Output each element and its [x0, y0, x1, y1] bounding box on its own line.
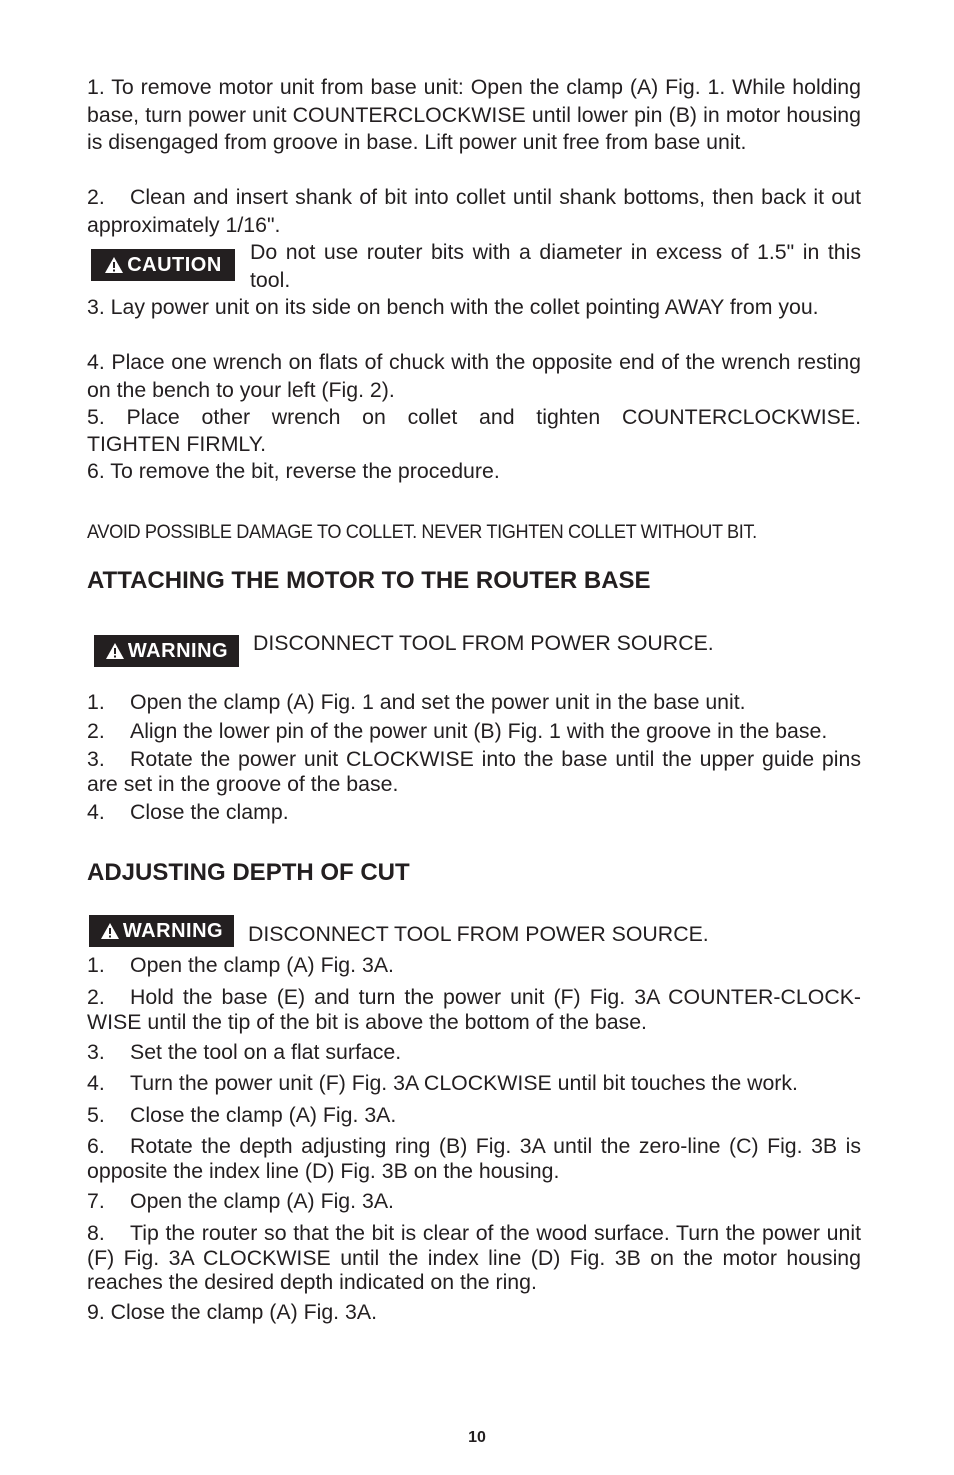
attach-step — [87, 719, 861, 744]
step-6-remove-bit: 6. To remove the bit, reverse the procedure. — [87, 459, 500, 483]
step-number: 1. — [87, 953, 105, 977]
attach-step — [87, 747, 861, 797]
step-number: 4. — [87, 1071, 105, 1095]
step-3-lay-power-unit: 3. Lay power unit on its side on bench with the collet pointing AWAY from you. — [87, 295, 819, 319]
depth-step — [87, 1221, 861, 1295]
step-4-place-wrench: 4. Place one wrench on flats of chuck with the opposite end of the wrench resting on the bench to your left (Fig. 2). — [87, 350, 861, 402]
step-text: Rotate the depth adjusting ring (B) Fig. 3A until the zero-line (C) Fig. 3B is opposite the index line (D) Fig. 3B on the housing. — [87, 1134, 861, 1183]
step-number: 2. — [87, 719, 105, 743]
step-text: Set the tool on a flat surface. — [130, 1040, 402, 1064]
step-text: Turn the power unit (F) Fig. 3A CLOCKWISE until bit touches the work. — [130, 1071, 798, 1095]
depth-step — [87, 1300, 861, 1325]
step-5-tighten-firmly: TIGHTEN FIRMLY. — [87, 432, 267, 456]
page-number: 10 — [468, 1429, 486, 1446]
step-number: 2. — [87, 185, 105, 209]
caution-badge — [91, 249, 235, 281]
warning-label: WARNING — [122, 919, 224, 942]
caution-text: Do not use router bits with a diameter in excess of 1.5" in this tool. — [250, 240, 861, 292]
step-text: Open the clamp (A) Fig. 3A. — [130, 953, 394, 977]
attach-step — [87, 800, 861, 825]
step-text: Tip the router so that the bit is clear of the wood surface. Turn the power unit (F) Fig. 3A CLOCKWISE until the index line (D) Fig. 3B on the motor housing reaches the desired depth indicated on the ring. — [87, 1221, 861, 1294]
step-number: 7. — [87, 1189, 105, 1213]
step-text: Align the lower pin of the power unit (B) Fig. 1 with the groove in the base. — [130, 719, 828, 743]
step-text: Close the clamp. — [130, 800, 289, 824]
depth-step — [87, 1103, 861, 1128]
warning-text: DISCONNECT TOOL FROM POWER SOURCE. — [248, 922, 709, 946]
section-heading-attaching-motor: ATTACHING THE MOTOR TO THE ROUTER BASE — [87, 567, 651, 594]
step-number: 1. — [87, 690, 105, 714]
step-text: Hold the base (E) and turn the power unit (F) Fig. 3A COUNTER-CLOCK-WISE until the tip of the bit is above the bottom of the base. — [87, 985, 861, 1034]
step-2-insert-bit — [87, 184, 861, 239]
step-text: Rotate the power unit CLOCKWISE into the base until the upper guide pins are set in the groove of the base. — [87, 747, 861, 796]
step-text: Open the clamp (A) Fig. 3A. — [130, 1189, 394, 1213]
depth-step — [87, 985, 861, 1034]
depth-step — [87, 1071, 861, 1096]
step-number: 4. — [87, 800, 105, 824]
step-number: 5. — [87, 1103, 105, 1127]
step-5-tighten: 5. Place other wrench on collet and tighten COUNTERCLOCKWISE. — [87, 405, 861, 429]
step-1-remove-motor: 1. To remove motor unit from base unit: Open the clamp (A) Fig. 1. While holding base, turn power unit COUNTERCLOCKWISE until lower pin (B) in motor housing is disengaged from groove in base. Lift power unit free from base unit. — [87, 75, 861, 154]
warning-triangle-icon — [104, 256, 124, 274]
step-number: 6. — [87, 1134, 105, 1158]
section-heading-depth-of-cut: ADJUSTING DEPTH OF CUT — [87, 859, 410, 886]
depth-step — [87, 953, 861, 978]
step-text: Clean and insert shank of bit into collet until shank bottoms, then back it out approximately 1/16". — [87, 185, 861, 237]
step-text: Open the clamp (A) Fig. 1 and set the power unit in the base unit. — [130, 690, 746, 714]
warning-triangle-icon — [100, 922, 120, 940]
step-number: 3. — [87, 1040, 105, 1064]
step-number: 3. — [87, 747, 105, 771]
warning-badge — [89, 915, 234, 947]
depth-step — [87, 1189, 861, 1214]
attach-step — [87, 690, 861, 715]
warning-badge — [94, 635, 239, 667]
warning-text: DISCONNECT TOOL FROM POWER SOURCE. — [253, 631, 714, 655]
step-text: Close the clamp (A) Fig. 3A. — [130, 1103, 397, 1127]
step-number: 8. — [87, 1221, 105, 1245]
step-text: 9. Close the clamp (A) Fig. 3A. — [87, 1300, 377, 1324]
depth-step — [87, 1040, 861, 1065]
caution-label: CAUTION — [127, 253, 222, 276]
depth-step — [87, 1134, 861, 1183]
warning-triangle-icon — [105, 642, 125, 660]
step-number: 2. — [87, 985, 105, 1009]
collet-note: AVOID POSSIBLE DAMAGE TO COLLET. NEVER TIGHTEN COLLET WITHOUT BIT. — [87, 521, 757, 543]
warning-label: WARNING — [127, 639, 229, 662]
